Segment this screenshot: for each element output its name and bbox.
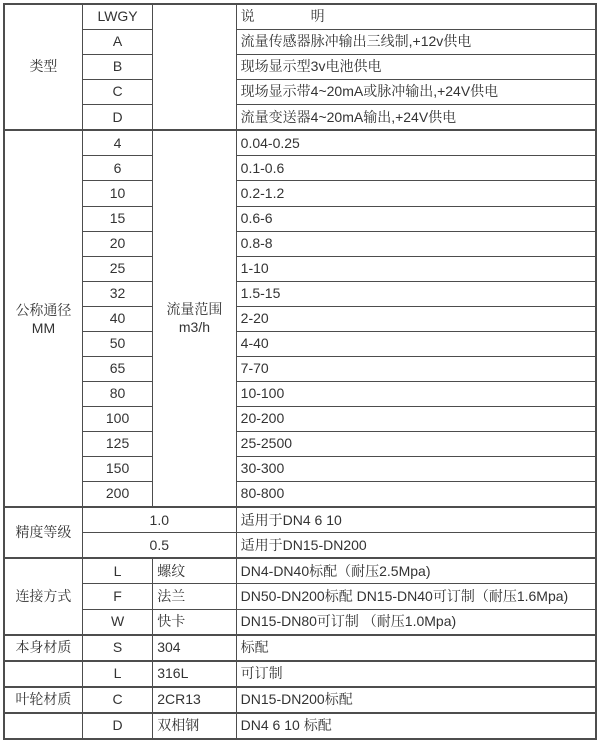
- range-cell: 30-300: [236, 457, 596, 482]
- range-cell: 0.8-8: [236, 231, 596, 256]
- empty-label-cell: [4, 713, 82, 739]
- type-desc-cell: 现场显示带4~20mA或脉冲输出,+24V供电: [236, 80, 596, 105]
- material-name-cell: 316L: [153, 661, 236, 687]
- range-cell: 0.1-0.6: [236, 156, 596, 181]
- range-cell: 10-100: [236, 381, 596, 406]
- diameter-row: [4, 130, 596, 156]
- impeller-material-label: 叶轮材质: [4, 687, 82, 713]
- model-code-cell: LWGY: [82, 4, 152, 30]
- material-desc-cell: 可订制: [236, 661, 596, 687]
- body-material-label: 本身材质: [4, 635, 82, 661]
- connection-row: [4, 609, 596, 635]
- connection-name-cell: 螺纹: [153, 558, 236, 584]
- dn-cell: 6: [82, 156, 152, 181]
- connection-desc-cell: DN15-DN80可订制 （耐压1.0Mpa): [236, 609, 596, 635]
- material-row: [4, 635, 596, 661]
- range-cell: 80-800: [236, 482, 596, 508]
- dn-cell: 100: [82, 407, 152, 432]
- diameter-row: [4, 356, 596, 381]
- connection-code-cell: W: [82, 609, 152, 635]
- dn-cell: 65: [82, 356, 152, 381]
- diameter-row: [4, 457, 596, 482]
- type-code-cell: B: [82, 55, 152, 80]
- empty-label-cell: [4, 661, 82, 687]
- range-cell: 20-200: [236, 407, 596, 432]
- diameter-row: [4, 156, 596, 181]
- diameter-row: [4, 407, 596, 432]
- dn-cell: 50: [82, 331, 152, 356]
- diameter-row: [4, 181, 596, 206]
- flow-range-label-line1: 流量范围: [166, 301, 223, 318]
- flowmeter-spec-table: [3, 3, 597, 740]
- type-row: [4, 105, 596, 131]
- type-code-cell: D: [82, 105, 152, 131]
- diameter-section-label: [4, 130, 82, 507]
- range-cell: 7-70: [236, 356, 596, 381]
- empty-spacer-cell: [153, 4, 236, 130]
- connection-section-label: 连接方式: [4, 558, 82, 634]
- flow-range-header-cell: [153, 130, 236, 507]
- accuracy-desc-cell: 适用于DN4 6 10: [236, 507, 596, 533]
- material-name-cell: 2CR13: [153, 687, 236, 713]
- connection-desc-cell: DN50-DN200标配 DN15-DN40可订制（耐压1.6Mpa): [236, 584, 596, 609]
- flow-range-label-line2: m3/h: [178, 318, 210, 335]
- accuracy-value-cell: 0.5: [82, 533, 236, 559]
- type-desc-cell: 现场显示型3v电池供电: [236, 55, 596, 80]
- accuracy-value-cell: 1.0: [82, 507, 236, 533]
- material-desc-cell: DN15-DN200标配: [236, 687, 596, 713]
- type-desc-cell: 流量传感器脉冲输出三线制,+12v供电: [236, 30, 596, 55]
- diameter-row: [4, 281, 596, 306]
- diameter-row: [4, 306, 596, 331]
- type-code-cell: A: [82, 30, 152, 55]
- connection-row: [4, 558, 596, 584]
- accuracy-row: [4, 507, 596, 533]
- diameter-row: [4, 256, 596, 281]
- range-cell: 1.5-15: [236, 281, 596, 306]
- range-cell: 4-40: [236, 331, 596, 356]
- diameter-row: [4, 381, 596, 406]
- connection-row: [4, 584, 596, 609]
- dn-cell: 32: [82, 281, 152, 306]
- diameter-row: [4, 482, 596, 508]
- type-row: [4, 80, 596, 105]
- accuracy-row: [4, 533, 596, 559]
- dn-cell: 25: [82, 256, 152, 281]
- material-row: [4, 661, 596, 687]
- material-code-cell: L: [82, 661, 152, 687]
- range-cell: 2-20: [236, 306, 596, 331]
- material-desc-cell: DN4 6 10 标配: [236, 713, 596, 739]
- connection-desc-cell: DN4-DN40标配（耐压2.5Mpa): [236, 558, 596, 584]
- diameter-row: [4, 231, 596, 256]
- material-row: [4, 687, 596, 713]
- diameter-row: [4, 206, 596, 231]
- type-desc-cell: 流量变送器4~20mA输出,+24V供电: [236, 105, 596, 131]
- accuracy-section-label: 精度等级: [4, 507, 82, 558]
- range-cell: 25-2500: [236, 432, 596, 457]
- accuracy-desc-cell: 适用于DN15-DN200: [236, 533, 596, 559]
- material-name-cell: 304: [153, 635, 236, 661]
- range-cell: 1-10: [236, 256, 596, 281]
- dn-cell: 10: [82, 181, 152, 206]
- connection-name-cell: 法兰: [153, 584, 236, 609]
- range-cell: 0.2-1.2: [236, 181, 596, 206]
- material-row: [4, 713, 596, 739]
- dn-cell: 125: [82, 432, 152, 457]
- type-row: [4, 30, 596, 55]
- material-code-cell: D: [82, 713, 152, 739]
- dn-cell: 20: [82, 231, 152, 256]
- diameter-label-line1: 公称通径: [15, 301, 72, 318]
- diameter-row: [4, 432, 596, 457]
- dn-cell: 40: [82, 306, 152, 331]
- material-code-cell: S: [82, 635, 152, 661]
- dn-cell: 150: [82, 457, 152, 482]
- material-desc-cell: 标配: [236, 635, 596, 661]
- range-cell: 0.6-6: [236, 206, 596, 231]
- dn-cell: 200: [82, 482, 152, 508]
- material-code-cell: C: [82, 687, 152, 713]
- connection-name-cell: 快卡: [153, 609, 236, 635]
- type-section-label: 类型: [4, 4, 82, 130]
- connection-code-cell: L: [82, 558, 152, 584]
- dn-cell: 80: [82, 381, 152, 406]
- header-row: [4, 4, 596, 30]
- material-name-cell: 双相钢: [153, 713, 236, 739]
- diameter-label-line2: MM: [31, 319, 56, 336]
- dn-cell: 15: [82, 206, 152, 231]
- connection-code-cell: F: [82, 584, 152, 609]
- type-code-cell: C: [82, 80, 152, 105]
- description-header-cell: 说 明: [236, 4, 596, 30]
- range-cell: 0.04-0.25: [236, 130, 596, 156]
- diameter-row: [4, 331, 596, 356]
- dn-cell: 4: [82, 130, 152, 156]
- type-row: [4, 55, 596, 80]
